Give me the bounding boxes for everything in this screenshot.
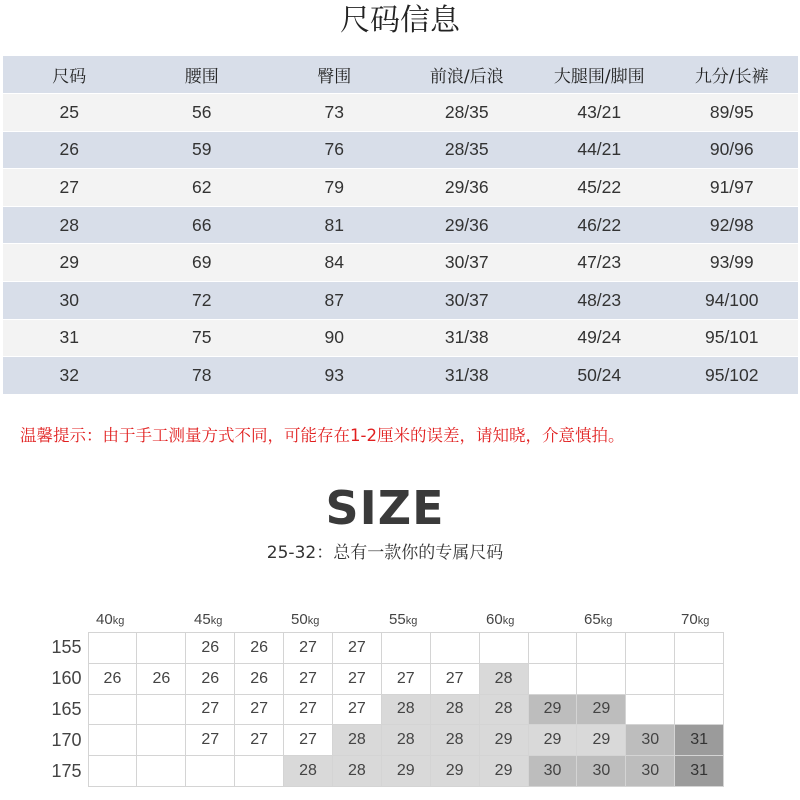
table-cell: 56 <box>136 94 269 132</box>
grid-cell: 27 <box>332 663 381 694</box>
table-cell: 44/21 <box>533 131 666 169</box>
table-cell: 91/97 <box>666 169 799 207</box>
weight-value: 50 <box>291 611 308 628</box>
grid-cell: 27 <box>284 694 333 725</box>
grid-cell: 28 <box>284 756 333 787</box>
table-cell: 75 <box>136 319 269 357</box>
weight-value: 70 <box>681 611 698 628</box>
grid-cell <box>88 756 137 787</box>
weight-value: 40 <box>96 611 113 628</box>
table-cell: 93 <box>268 357 401 395</box>
table-cell: 46/22 <box>533 206 666 244</box>
grid-cell <box>675 694 724 725</box>
grid-cell <box>675 633 724 664</box>
weight-unit: kg <box>697 615 710 627</box>
table-cell: 89/95 <box>666 94 799 132</box>
table-cell: 28 <box>3 206 136 244</box>
grid-row <box>40 694 724 725</box>
size-info-title: 尺码信息 <box>340 3 460 38</box>
grid-cell <box>137 725 186 756</box>
grid-cell: 30 <box>528 756 577 787</box>
table-header-row <box>3 56 798 94</box>
grid-cell: 26 <box>186 663 235 694</box>
grid-cell: 27 <box>235 694 284 725</box>
table-cell: 32 <box>3 357 136 395</box>
table-row <box>3 94 798 132</box>
weight-value: 65 <box>584 611 601 628</box>
grid-cell: 26 <box>235 633 284 664</box>
table-cell: 30/37 <box>401 282 534 320</box>
table-cell: 29/36 <box>401 169 534 207</box>
table-cell: 31/38 <box>401 319 534 357</box>
grid-cell: 28 <box>430 725 479 756</box>
grid-cell: 26 <box>137 663 186 694</box>
weight-label <box>194 611 222 628</box>
size-subtitle: 25-32：总有一款你的专属尺码 <box>266 543 504 563</box>
grid-cell: 27 <box>284 725 333 756</box>
table-cell: 72 <box>136 282 269 320</box>
grid-row <box>40 725 724 756</box>
table-cell: 59 <box>136 131 269 169</box>
table-cell: 95/102 <box>666 357 799 395</box>
table-cell: 66 <box>136 206 269 244</box>
table-cell: 78 <box>136 357 269 395</box>
grid-cell <box>137 694 186 725</box>
grid-cell <box>577 663 626 694</box>
grid-cell: 29 <box>430 756 479 787</box>
grid-cell: 27 <box>381 663 430 694</box>
table-cell: 28/35 <box>401 131 534 169</box>
table-row <box>3 131 798 169</box>
weight-label <box>584 611 612 628</box>
table-cell: 90 <box>268 319 401 357</box>
table-cell: 九分/长裤 <box>666 56 799 94</box>
size-info-table <box>3 56 798 394</box>
grid-cell <box>88 694 137 725</box>
grid-cell <box>186 756 235 787</box>
grid-cell: 27 <box>186 725 235 756</box>
grid-cell: 27 <box>235 725 284 756</box>
grid-cell: 30 <box>626 756 675 787</box>
grid-cell <box>88 725 137 756</box>
grid-cell <box>137 756 186 787</box>
grid-cell: 29 <box>528 694 577 725</box>
table-cell: 87 <box>268 282 401 320</box>
weight-unit: kg <box>502 615 515 627</box>
grid-cell <box>675 663 724 694</box>
grid-cell: 31 <box>675 756 724 787</box>
grid-row <box>40 633 724 664</box>
grid-cell: 26 <box>235 663 284 694</box>
grid-cell <box>626 694 675 725</box>
height-label: 155 <box>51 637 82 658</box>
table-cell: 92/98 <box>666 206 799 244</box>
weight-label <box>291 611 319 628</box>
table-cell: 48/23 <box>533 282 666 320</box>
table-cell: 84 <box>268 244 401 282</box>
grid-cell <box>626 633 675 664</box>
grid-cell: 27 <box>284 663 333 694</box>
grid-cell: 27 <box>186 694 235 725</box>
grid-cell: 28 <box>332 725 381 756</box>
grid-cell: 30 <box>577 756 626 787</box>
table-cell: 50/24 <box>533 357 666 395</box>
table-cell: 27 <box>3 169 136 207</box>
height-label: 160 <box>51 668 82 689</box>
grid-cell: 27 <box>332 633 381 664</box>
grid-cell <box>626 663 675 694</box>
grid-cell: 28 <box>479 694 528 725</box>
table-cell: 43/21 <box>533 94 666 132</box>
grid-cell: 29 <box>479 725 528 756</box>
weight-label <box>96 611 124 628</box>
weight-label <box>389 611 417 628</box>
table-cell: 47/23 <box>533 244 666 282</box>
grid-cell: 28 <box>430 694 479 725</box>
height-weight-grid <box>40 632 724 787</box>
table-row <box>3 206 798 244</box>
grid-cell: 31 <box>675 725 724 756</box>
grid-cell: 29 <box>528 725 577 756</box>
table-cell: 29 <box>3 244 136 282</box>
weight-label <box>681 611 709 628</box>
table-cell: 79 <box>268 169 401 207</box>
grid-row <box>40 663 724 694</box>
table-cell: 26 <box>3 131 136 169</box>
table-row <box>3 319 798 357</box>
table-cell: 前浪/后浪 <box>401 56 534 94</box>
weight-value: 60 <box>486 611 503 628</box>
height-label: 165 <box>51 698 82 719</box>
table-cell: 69 <box>136 244 269 282</box>
table-cell: 臀围 <box>268 56 401 94</box>
grid-cell <box>577 633 626 664</box>
table-cell: 62 <box>136 169 269 207</box>
table-cell: 31/38 <box>401 357 534 395</box>
grid-cell <box>528 663 577 694</box>
table-cell: 95/101 <box>666 319 799 357</box>
grid-cell: 29 <box>577 694 626 725</box>
grid-cell <box>88 633 137 664</box>
height-label: 175 <box>51 760 82 781</box>
grid-cell: 28 <box>381 725 430 756</box>
weight-unit: kg <box>600 615 613 627</box>
table-cell: 大腿围/脚围 <box>533 56 666 94</box>
table-cell: 30 <box>3 282 136 320</box>
table-cell: 28/35 <box>401 94 534 132</box>
table-cell: 29/36 <box>401 206 534 244</box>
grid-cell: 27 <box>284 633 333 664</box>
weight-unit: kg <box>210 615 223 627</box>
table-cell: 30/37 <box>401 244 534 282</box>
weight-value: 55 <box>389 611 406 628</box>
weight-unit: kg <box>307 615 320 627</box>
weight-label <box>486 611 514 628</box>
table-cell: 76 <box>268 131 401 169</box>
table-cell: 90/96 <box>666 131 799 169</box>
grid-cell <box>381 633 430 664</box>
grid-cell <box>479 633 528 664</box>
height-label: 170 <box>51 729 82 750</box>
table-cell: 73 <box>268 94 401 132</box>
grid-cell: 28 <box>479 663 528 694</box>
grid-cell: 26 <box>88 663 137 694</box>
grid-cell <box>137 633 186 664</box>
measurement-notice: 温馨提示：由于手工测量方式不同，可能存在1-2厘米的误差，请知晓，介意慎拍。 <box>20 426 625 445</box>
grid-cell <box>235 756 284 787</box>
table-cell: 94/100 <box>666 282 799 320</box>
table-row <box>3 357 798 395</box>
table-cell: 腰围 <box>136 56 269 94</box>
table-cell: 45/22 <box>533 169 666 207</box>
grid-row <box>40 756 724 787</box>
table-cell: 25 <box>3 94 136 132</box>
table-cell: 93/99 <box>666 244 799 282</box>
weight-unit: kg <box>112 615 125 627</box>
weight-unit: kg <box>405 615 418 627</box>
table-row <box>3 282 798 320</box>
size-heading: SIZE <box>325 481 445 535</box>
table-cell: 尺码 <box>3 56 136 94</box>
table-row <box>3 169 798 207</box>
table-cell: 31 <box>3 319 136 357</box>
grid-cell: 29 <box>381 756 430 787</box>
grid-cell: 26 <box>186 633 235 664</box>
table-cell: 81 <box>268 206 401 244</box>
table-cell: 49/24 <box>533 319 666 357</box>
grid-cell <box>430 633 479 664</box>
table-row <box>3 244 798 282</box>
grid-cell: 27 <box>430 663 479 694</box>
grid-cell: 28 <box>381 694 430 725</box>
grid-cell: 28 <box>332 756 381 787</box>
grid-cell <box>528 633 577 664</box>
grid-cell: 29 <box>479 756 528 787</box>
weight-value: 45 <box>194 611 211 628</box>
grid-cell: 30 <box>626 725 675 756</box>
grid-cell: 27 <box>332 694 381 725</box>
grid-cell: 29 <box>577 725 626 756</box>
